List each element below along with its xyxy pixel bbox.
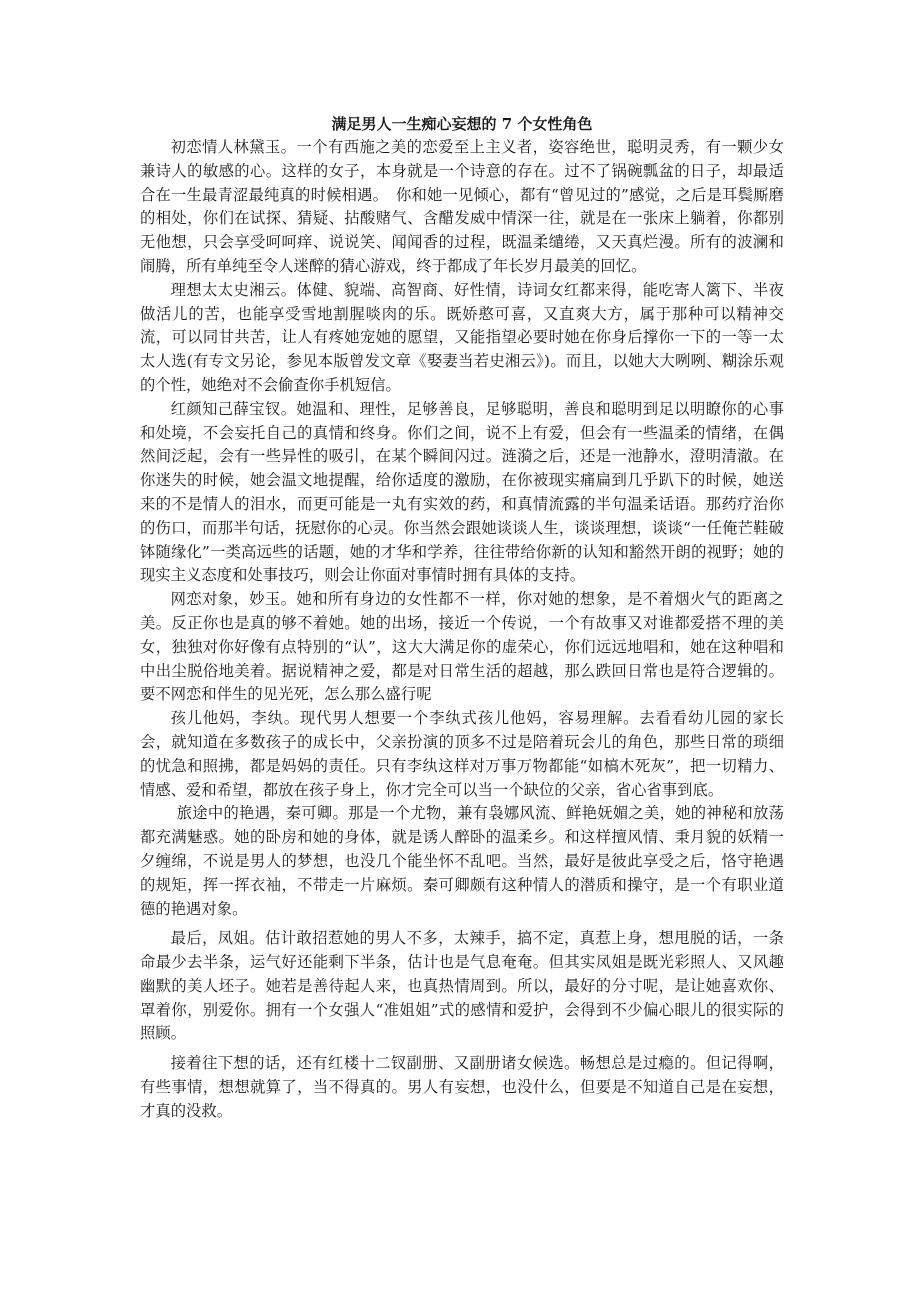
paragraph-xue-baochai: 红颜知己薛宝钗。她温和、理性，足够善良，足够聪明，善良和聪明到足以明瞭你的心事和处境，不会妄托自己的真情和终身。你们之间，说不上有爱，但会有一些温柔的情绪，在偶然间泛起，会有一些异性的吸引，在某个瞬间闪过。涟漪之后，还是一池静水，澄明清澈。在你迷失的时候，她会温文地提醒，给你适度的激励，在你被现实痛扁到几乎趴下的时候，她送来的不是情人的泪水，而更可能是一丸有实效的药，和真情流露的半句温柔话语。那药疗治你的伤口，而那半句话，抚慰你的心灵。你当然会跟她谈谈人生，谈谈理想，谈谈“一任俺芒鞋破钵随缘化”一类高远些的话题，她的才华和学养，往往带给你新的认知和豁然开朗的视野；她的现实主义态度和处事技巧，则会让你面对事情时拥有具体的支持。 [140,399,784,585]
paragraph-fengjie: 最后，凤姐。估计敢招惹她的男人不多，太辣手，搞不定，真惹上身，想甩脱的话，一条命最少去半条，运气好还能剩下半条，估计也是气息奄奄。但其实凤姐是既光彩照人、又风趣幽默的美人坯子。她若是善待起人来，也真热情周到。所以，最好的分寸呢，是让她喜欢你、罩着你，别爱你。拥有一个女强人“准姐姐”式的感情和爱护，会得到不少偏心眼儿的很实际的照顾。 [140,929,784,1043]
paragraph-qin-keqing: 旅途中的艳遇，秦可卿。那是一个尤物，兼有袅娜风流、鲜艳妩媚之美，她的神秘和放荡都充满魅惑。她的卧房和她的身体，就是诱人醉卧的温柔乡。和这样擅风情、秉月貌的妖精一夕缠绵，不说是男人的梦想，也没几个能坐怀不乱吧。当然，最好是彼此享受之后，恪守艳遇的规矩，挥一挥衣袖，不带走一片麻烦。秦可卿颇有这种情人的潜质和操守，是一个有职业道德的艳遇对象。 [140,804,784,918]
paragraph-lin-daiyu: 初恋情人林黛玉。一个有西施之美的恋爱至上主义者，姿容绝世，聪明灵秀，有一颗少女兼诗人的敏感的心。这样的女子，本身就是一个诗意的存在。过不了锅碗瓢盆的日子，却最适合在一生最青涩最纯真的时候相遇。 你和她一见倾心，都有“曾见过的”感觉，之后是耳鬓厮磨的相处，你们在试探、猜疑、拈酸赌气、含醋发威中情深一往，就是在一张床上躺着，你都别无他想，只会享受呵呵痒、说说笑、闻闻香的过程，既温柔缱绻，又天真烂漫。所有的波澜和闹腾，所有单纯至令人迷醉的猜心游戏，终于都成了年长岁月最美的回忆。 [140,138,784,275]
paragraph-li-wan: 孩儿他妈，李纨。现代男人想要一个李纨式孩儿他妈，容易理解。去看看幼儿园的家长会，就知道在多数孩子的成长中，父亲扮演的顶多不过是陪着玩会儿的角色，那些日常的琐细的忧急和照拂，都是妈妈的责任。只有李纨这样对万事万物都能“如槁木死灰”，把一切精力、情感、爱和希望，都放在孩子身上，你才完全可以当一个缺位的父亲，省心省事到底。 [140,709,784,799]
document-page [140,112,784,1124]
document-title: 满足男人一生痴心妄想的 7 个女性角色 [331,115,593,133]
paragraph-conclusion: 接着往下想的话，还有红楼十二钗副册、又副册诸女候选。畅想总是过瘾的。但记得啊，有些事情，想想就算了，当不得真的。男人有妄想，也没什么，但要是不知道自己是在妄想，才真的没救。 [140,1054,784,1120]
paragraph-miaoyu: 网恋对象，妙玉。她和所有身边的女性都不一样，你对她的想象，是不着烟火气的距离之美。反正你也是真的够不着她。她的出场，接近一个传说，一个有故事又对谁都爱搭不理的美女，独独对你好像有点特别的“认”，这大大满足你的虚荣心，你们远远地唱和，她在这种唱和中出尘脱俗地美着。据说精神之爱，都是对日常生活的超越，那么跌回日常也是符合逻辑的。要不网恋和伴生的见光死，怎么那么盛行呢 [140,590,784,704]
paragraph-shi-xiangyun: 理想太太史湘云。体健、貌端、高智商、好性情，诗词女红都来得，能吃寄人篱下、半夜做活儿的苦，也能享受雪地割腥啖肉的乐。既娇憨可喜，又直爽大方，属于那种可以精神交流，可以同甘共苦，让人有疼她宠她的愿望，又能指望必要时她在你身后撑你一下的一等一太太人选(有专文另论，参见本版曾发文章《娶妻当若史湘云》)。而且，以她大大咧咧、糊涂乐观的个性，她绝对不会偷查你手机短信。 [140,280,784,394]
